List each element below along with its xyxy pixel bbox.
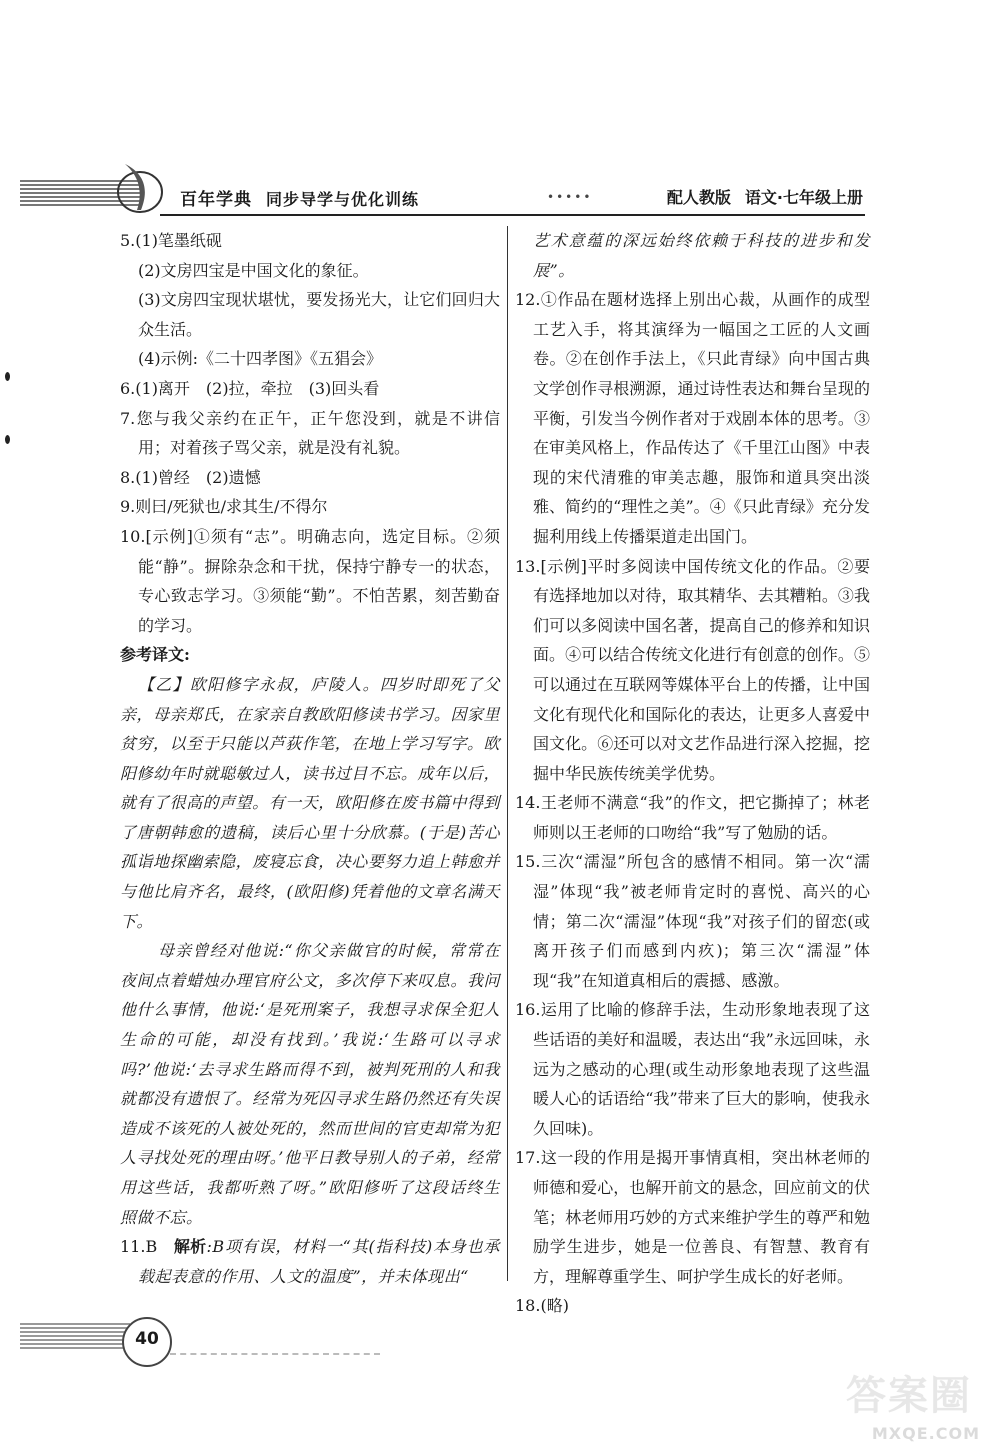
reference-translation-p1: 【乙】欧阳修字永叔，庐陵人。四岁时即死了父亲，母亲郑氏，在家亲自教欧阳修读书学习。因家里贫穷，以至于只能以芦荻作笔，在地上学习写字。欧阳修幼年时就聪敏过人，读书过目不忘。成年以后，就有了很高的声望。有一天，欧阳修在废书篇中得到了唐朝韩愈的遗稿，读后心里十分欣慕。(于是)苦心孤诣地探幽索隐，废寝忘食，决心要努力追上韩愈并与他比肩齐名，最终，(欧阳修)凭着他的文章名满天下。	[120, 674, 500, 931]
page-footer	[20, 1315, 380, 1370]
column-divider	[507, 226, 508, 1281]
edition-name: 配人教版	[666, 188, 731, 207]
margin-mark	[5, 435, 10, 444]
answer-8: 8.(1)曾经 (2)遗憾	[120, 467, 261, 487]
answer-16: 16.运用了比喻的修辞手法，生动形象地表现了这些话语的美好和温暖，表达出“我”永远回味，永远为之感动的心理(或生动形象地表现了这些温暖人心的话语给“我”带来了巨大的影响，使我永久回味)。	[515, 1000, 870, 1138]
answer-9: 9.则曰/死狱也/求其生/不得尔	[120, 497, 328, 517]
watermark-site: MXQE.COM	[871, 1424, 980, 1443]
answer-7: 7.您与我父亲约在正午，正午您没到，就是不讲信用；对着孩子骂父亲，就是没有礼貌。	[120, 408, 500, 458]
book-brand	[180, 185, 419, 210]
footer-stripe-decoration	[20, 1323, 130, 1349]
header-rule	[160, 214, 865, 216]
brand-name: 百年学典	[180, 190, 252, 210]
answer-11-choice: 11.B	[120, 1237, 158, 1257]
answer-11-analysis-label: 解析	[173, 1237, 207, 1257]
answer-17: 17.这一段的作用是揭开事情真相，突出林老师的师德和爱心，也解开前文的悬念，回应前文的伏笔；林老师用巧妙的方式来维护学生的尊严和勉励学生进步，她是一位善良、有智慧、教育有方，理解尊重学生、呵护学生成长的好老师。	[515, 1148, 870, 1286]
edition-label	[667, 185, 863, 208]
answer-5-1: 5.(1)笔墨纸砚	[120, 231, 222, 250]
right-column	[515, 226, 870, 1321]
answer-12: 12.①作品在题材选择上别出心裁，从画作的成型工艺入手，将其演绎为一幅国之工匠的人文画卷。②在创作手法上，《只此青绿》向中国古典文学创作寻根溯源，通过诗性表达和舞台呈现的平衡，引发当今例作者对于戏剧本体的思考。③在审美风格上，作品传达了《千里江山图》中表现的宋代清雅的审美志趣，服饰和道具突出淡雅、简约的“理性之美”。④《只此青绿》充分发掘利用线上传播渠道走出国门。	[515, 290, 870, 546]
reference-translation-title: 参考译文:	[120, 645, 190, 665]
answer-11	[120, 1232, 500, 1291]
answer-15: 15.三次“濡湿”所包含的感情不相同。第一次“濡湿”体现“我”被老师肯定时的喜悦、高兴的心情；第二次“濡湿”体现“我”对孩子们的留恋(或离开孩子们而感到内疚)；第三次“濡湿”体现“我”在知道真相后的震撼、感激。	[515, 852, 870, 990]
page-header	[20, 160, 865, 220]
watermark-logo	[820, 1363, 980, 1443]
left-column	[120, 226, 500, 1291]
header-dots: •••••	[547, 190, 593, 204]
page-number: 40	[135, 1329, 159, 1349]
watermark-glyphs: 答案圈	[846, 1373, 972, 1419]
reference-translation-p2: 母亲曾经对他说:“你父亲做官的时候，常常在夜间点着蜡烛办理官府公文，多次停下来叹息。我问他什么事情，他说:‘是死刑案子，我想寻求保全犯人生命的可能，却没有找到。’我说:‘生路可以寻求吗?’他说:‘去寻求生路而得不到，被判死刑的人和我就都没有遗恨了。经常为死囚寻求生路仍然还有失误造成不该死的人被处死的，然而世间的官吏却常为犯人寻找处死的理由呀。’他平日教导别人的子弟，经常用这些话，我都听熟了呀。”欧阳修听了这段话终生照做不忘。	[120, 941, 500, 1227]
answer-13: 13.[示例]平时多阅读中国传统文化的作品。②要有选择地加以对待，取其精华、去其糟粕。③我们可以多阅读中国名著，提高自己的修养和知识面。④可以结合传统文化进行有创意的创作。⑤可以通过在互联网等媒体平台上的传播，让中国文化有现代化和国际化的表达，让更多人喜爱中国文化。⑥还可以对文艺作品进行深入挖掘，挖掘中华民族传统美学优势。	[515, 556, 870, 783]
quill-icon	[115, 160, 175, 220]
answer-5-3: (3)文房四宝现状堪忧，要发扬光大，让它们回归大众生活。	[138, 290, 500, 339]
brand-subtitle: 同步导学与优化训练	[266, 190, 420, 209]
answer-11-continued: 艺术意蕴的深远始终依赖于科技的进步和发展”。	[533, 231, 870, 280]
answer-6: 6.(1)离开 (2)拉，牵拉 (3)回头看	[120, 378, 380, 398]
answer-5-4: (4)示例:《二十四孝图》《五猖会》	[138, 349, 383, 369]
footer-dashed-line	[170, 1353, 380, 1355]
answer-11-analysis: :B项有误，材料一“其(指科技)本身也承载起表意的作用、人文的温度”，并未体现出“	[138, 1237, 500, 1286]
course-name: 语文·七年级上册	[744, 188, 863, 207]
answer-18: 18.(略)	[515, 1296, 569, 1316]
answer-5-2: (2)文房四宝是中国文化的象征。	[138, 260, 369, 280]
answer-14: 14.王老师不满意“我”的作文，把它撕掉了；林老师则以王老师的口吻给“我”写了勉励的话。	[515, 793, 870, 842]
margin-mark	[5, 372, 10, 381]
answer-10: 10.[示例]①须有“志”。明确志向，选定目标。②须能“静”。摒除杂念和干扰，保持宁静专一的状态，专心致志学习。③须能“勤”。不怕苦累，刻苦勤奋的学习。	[120, 526, 500, 635]
